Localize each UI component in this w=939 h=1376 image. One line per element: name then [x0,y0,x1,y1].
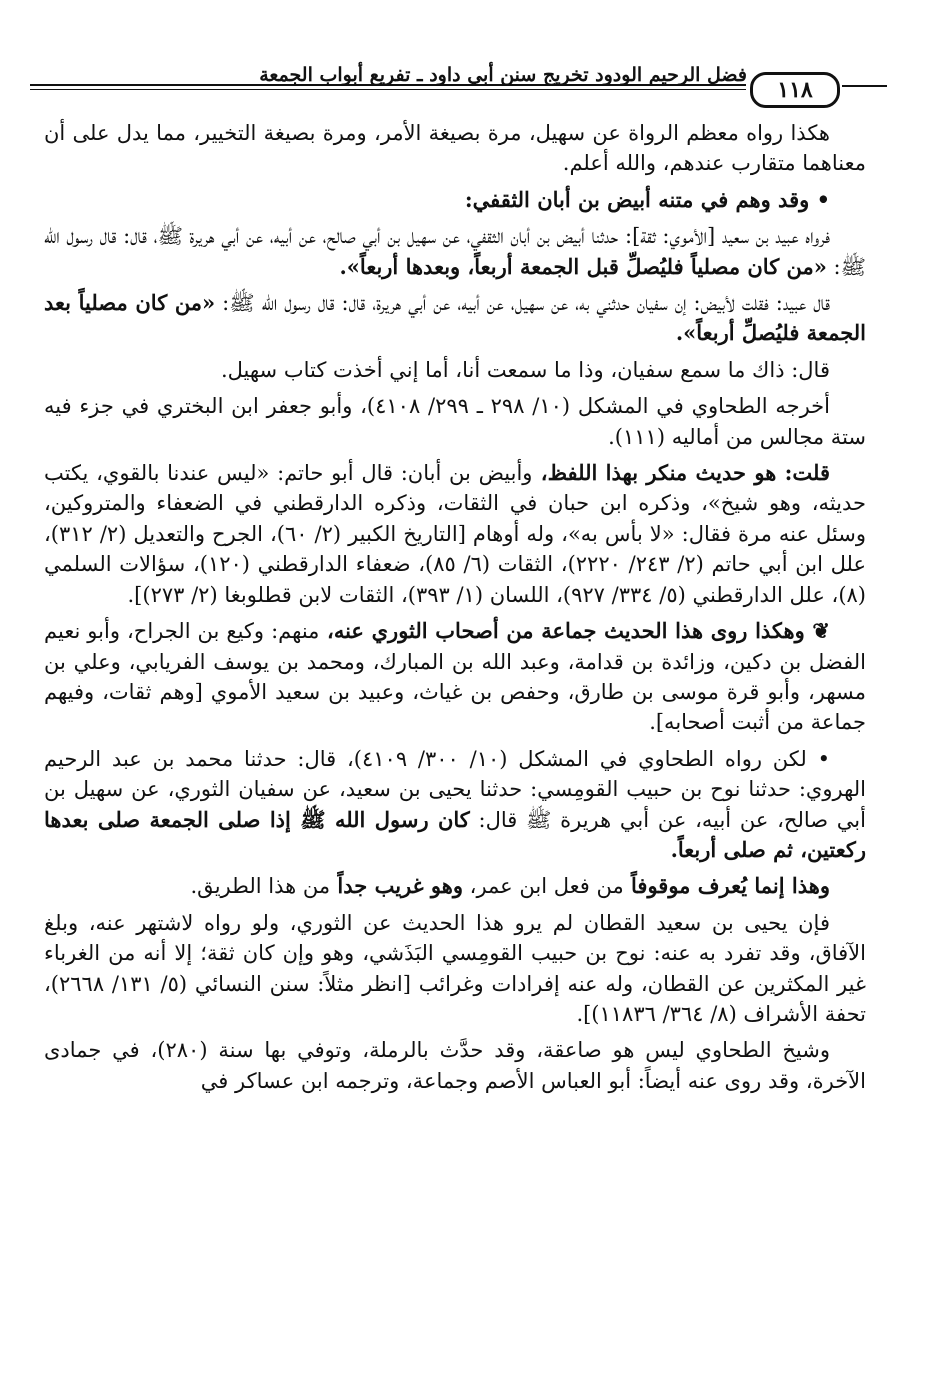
paragraph [44,616,866,738]
header-rule-thin [30,89,746,90]
bold-text: «من كان مصلياً بعد الجمعة فليُصلِّ أربعاً». [44,290,866,346]
body-text: أخرجه الطحاوي في المشكل (١٠/ ٢٩٨ ـ ٢٩٩/ ٤١٠٨)، وأبو جعفر ابن البختري في جزء فيه ستة مجالس من أماليه (١١١). [44,394,866,449]
body-text: وأبيض بن أبان: قال أبو حاتم: «ليس عندنا بالقوي، يكتب حديثه، وهو شيخ»، وذكره ابن حبان في الثقات، وذكره الدارقطني في الضعفاء والمتروكين، وسئل عنه مرة فقال: «لا بأس به»، وله أوهام [التاريخ الكبير (٢/ ٦٠)، الجرح والتعديل (٢/ ٣١٢)، علل ابن أبي حاتم (٢/ ٢٤٣/ ٢٢٢٠)، الثقات (٦/ ٨٥)، ضعفاء الدارقطني (١٢٠)، سؤالات السلمي (٨)، علل الدارقطني (٥/ ٣٣٤/ ٩٢٧)، اللسان (١/ ٣٩٣)، الثقات لابن قطلوبغا (٢/ ٢٧٣)]. [44,461,866,607]
body-text: • لكن رواه الطحاوي في المشكل (١٠/ ٣٠٠/ ٤١٠٩)، قال: حدثنا محمد بن عبد الرحيم الهروي: حدثنا نوح بن حبيب القومِسي: حدثنا يحيى بن سعيد، عن سفيان الثوري، عن سهيل بن أبي صالح، عن أبيه، عن أبي هريرة ﷺ قال: [44,746,866,832]
running-title: فضل الرحيم الودود تخريج سنن أبي داود ـ تفريع أبواب الجمعة [259,64,747,86]
page-header [30,52,862,103]
body-text: منهم: وكيع بن الجراح، وأبو نعيم الفضل بن دكين، وزائدة بن قدامة، وعبد الله بن المبارك، ومحمد بن يوسف الفريابي، وعلي بن مسهر، وأبو قرة موسى بن طارق، وحفص بن غياث، وعبيد بن سعيد الأموي [وهم ثقات، وفيهم جماعة من أثبت أصحابه]. [44,619,866,735]
bold-text: «من كان مصلياً فليُصلِّ قبل الجمعة أربعاً، وبعدها أربعاً». [339,253,827,279]
paragraph [44,871,866,901]
paragraph [44,391,866,452]
header-rule-right [842,85,887,87]
paragraph [44,221,866,282]
body-text: فإن يحيى بن سعيد القطان لم يرو هذا الحديث عن الثوري، ولو رواه لاشتهر عنه، وبلغ الآفاق، وقد تفرد به عنه: نوح بن حبيب القومِسي البَذَشي، وهو وإن كان ثقة؛ إلا أنه من الغرباء غير المكثرين عن القطان، وله عنه إفرادات وغرائب [انظر مثلاً: سنن النسائي (٥/ ١٣١/ ٢٦٦٨)، تحفة الأشراف (٨/ ٣٦٤/ ١١٨٣٦)]. [44,910,866,1026]
body-text: قال: ذاك ما سمع سفيان، وذا ما سمعت أنا، أما إني أخذت كتاب سهيل. [220,357,830,382]
body-text: من هذا الطريق. [190,874,331,899]
body-text: قال عبيد: فقلت لأبيض: إن سفيان حدثني به، عن سهيل، عن أبيه، عن أبي هريرة، قال: قال رسول الله ﷺ: [215,291,830,316]
paragraph [44,744,866,866]
bold-text: كان رسول الله ﷺ إذا صلى الجمعة صلى بعدها ركعتين، ثم صلى أربعاً. [44,806,866,862]
bold-text: ❦ وهكذا روى هذا الحديث جماعة من أصحاب الثوري عنه، [319,618,830,644]
body-text: وشيخ الطحاوي ليس هو صاعقة، وقد حدَّث بالرملة، وتوفي بها سنة (٢٨٠)، في جمادى الآخرة، وقد روى عنه أيضاً: أبو العباس الأصم وجماعة، وترجمه ابن عساكر في [44,1038,866,1093]
body-text: فرواه عبيد بن سعيد [الأموي: ثقة]: حدثنا أبيض بن أبان الثقفي، عن سهيل بن أبي صالح، عن أبيه، عن أبي هريرة ﷺ، قال: قال رسول الله ﷺ: [44,224,866,279]
page-body [44,118,866,1102]
paragraph [44,1035,866,1096]
page-number-text: ١١٨ [777,77,813,103]
bold-text: وهو غريب جداً [330,873,463,899]
bold-text: قلت: هو حديث منكر بهذا اللفظ، [532,460,830,486]
paragraph [44,185,866,215]
paragraph [44,908,866,1030]
paragraph [44,458,866,610]
bold-text: وهذا إنما يُعرف موقوفاً [623,873,830,899]
body-text: من فعل ابن عمر، [462,874,624,899]
bold-text: • وقد وهم في متنه أبيض بن أبان الثقفي: [464,186,830,212]
paragraph [44,118,866,179]
page-number [750,72,840,108]
paragraph [44,288,866,349]
paragraph [44,355,866,385]
body-text: هكذا رواه معظم الرواة عن سهيل، مرة بصيغة الأمر، ومرة بصيغة التخيير، مما يدل على أن معناهما متقارب عندهم، والله أعلم. [44,121,866,176]
